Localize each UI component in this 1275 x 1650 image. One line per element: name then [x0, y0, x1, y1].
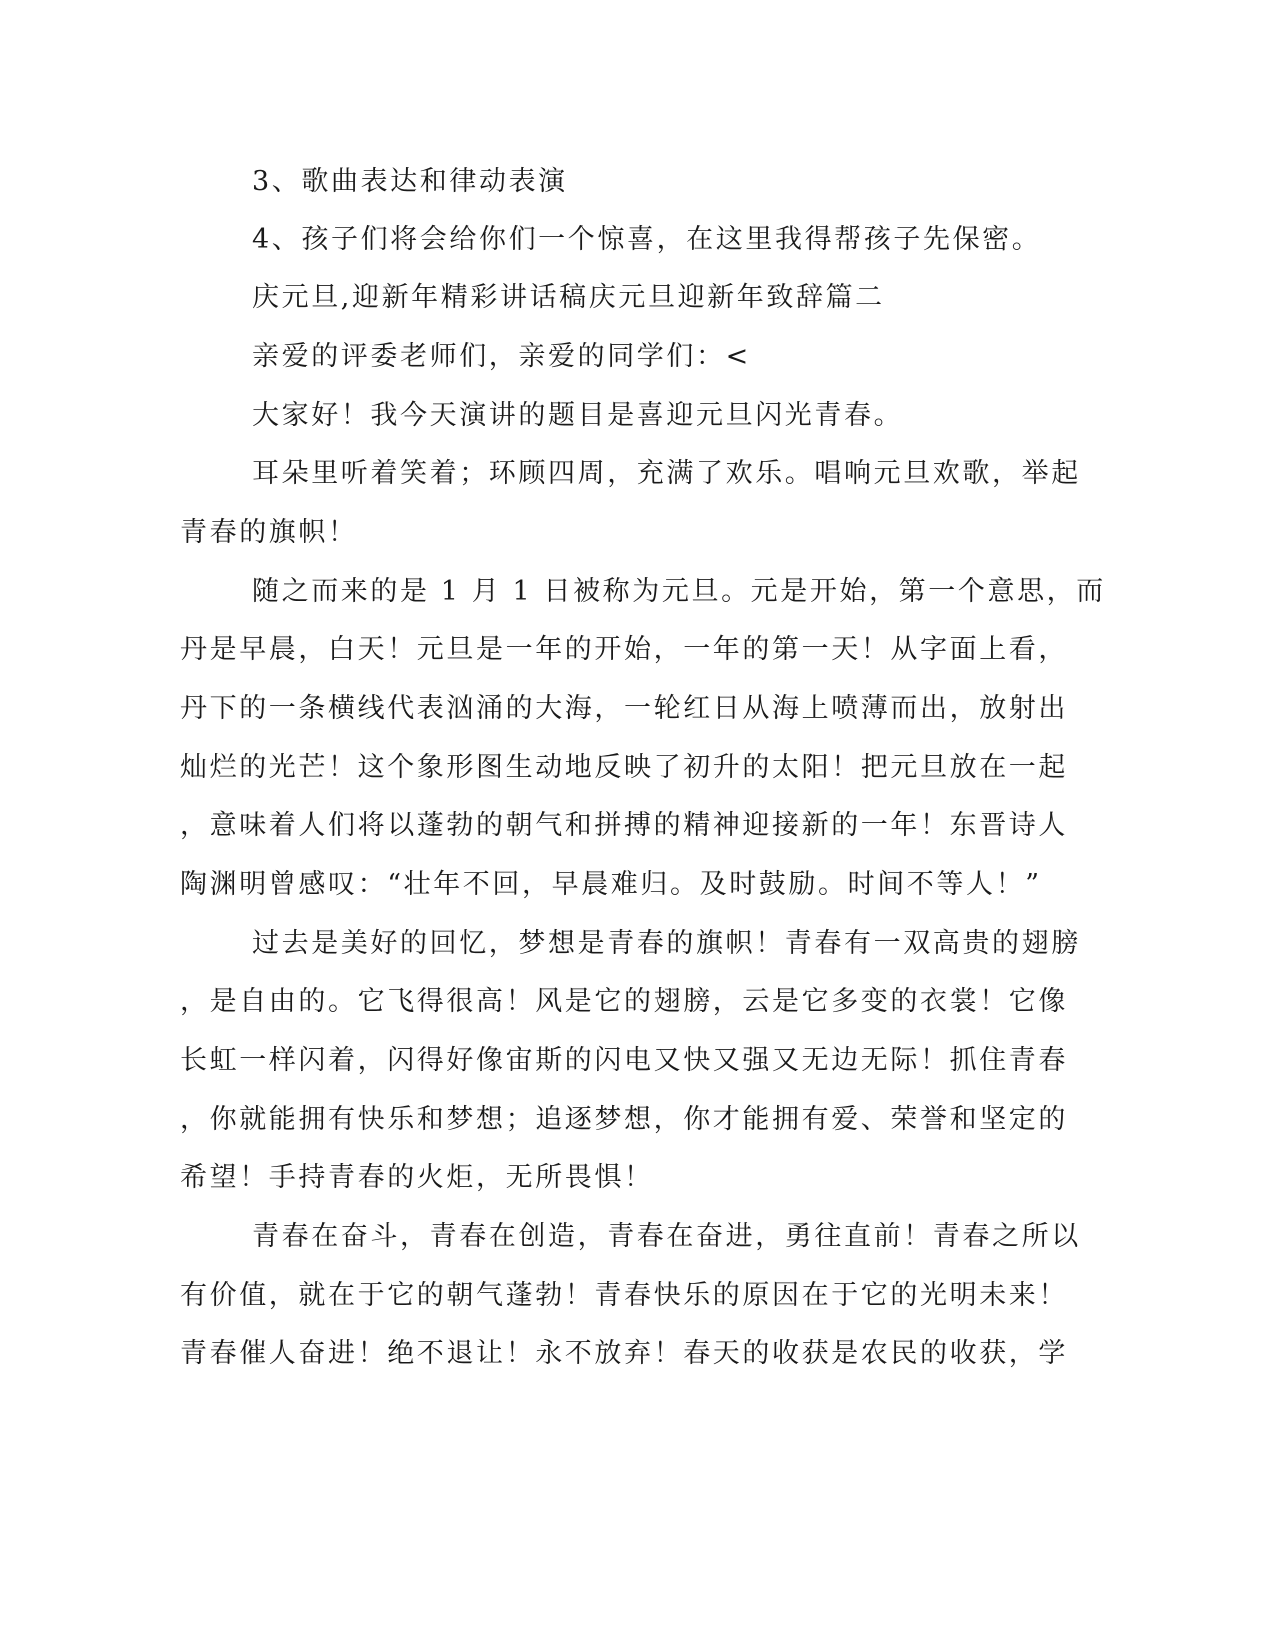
- salutation: 亲爱的评委老师们，亲爱的同学们：<: [252, 341, 751, 372]
- paragraph-line: 青春的旗帜！: [180, 517, 358, 548]
- paragraph-line: ，意味着人们将以蓬勃的朝气和拼搏的精神迎接新的一年！东晋诗人: [180, 810, 1068, 841]
- paragraph-line: 陶渊明曾感叹：“壮年不回，早晨难归。及时鼓励。时间不等人！”: [180, 869, 1042, 900]
- section-heading: 庆元旦,迎新年精彩讲话稿庆元旦迎新年致辞篇二: [252, 282, 885, 313]
- paragraph-line: 有价值，就在于它的朝气蓬勃！青春快乐的原因在于它的光明未来！: [180, 1280, 1068, 1311]
- paragraph-line: 随之而来的是 1 月 1 日被称为元旦。元是开始，第一个意思，而: [252, 576, 1106, 607]
- paragraph-line: ，是自由的。它飞得很高！风是它的翅膀，云是它多变的衣裳！它像: [180, 986, 1068, 1017]
- paragraph-line: 长虹一样闪着，闪得好像宙斯的闪电又快又强又无边无际！抓住青春: [180, 1045, 1068, 1076]
- paragraph-line: 耳朵里听着笑着；环顾四周，充满了欢乐。唱响元旦欢歌，举起: [252, 458, 1081, 489]
- list-item-3: 3、歌曲表达和律动表演: [252, 166, 568, 197]
- paragraph-line: 青春在奋斗，青春在创造，青春在奋进，勇往直前！青春之所以: [252, 1221, 1081, 1252]
- paragraph-line: 丹下的一条横线代表汹涌的大海，一轮红日从海上喷薄而出，放射出: [180, 693, 1068, 724]
- paragraph-line: 过去是美好的回忆，梦想是青春的旗帜！青春有一双高贵的翅膀: [252, 928, 1081, 959]
- paragraph-line: ，你就能拥有快乐和梦想；追逐梦想，你才能拥有爱、荣誉和坚定的: [180, 1104, 1068, 1135]
- paragraph-line: 希望！手持青春的火炬，无所畏惧！: [180, 1162, 654, 1193]
- paragraph-line: 青春催人奋进！绝不退让！永不放弃！春天的收获是农民的收获，学: [180, 1338, 1068, 1369]
- list-item-4: 4、孩子们将会给你们一个惊喜，在这里我得帮孩子先保密。: [252, 224, 1042, 255]
- greeting: 大家好！我今天演讲的题目是喜迎元旦闪光青春。: [252, 400, 904, 431]
- paragraph-line: 灿烂的光芒！这个象形图生动地反映了初升的太阳！把元旦放在一起: [180, 752, 1068, 783]
- paragraph-line: 丹是早晨，白天！元旦是一年的开始，一年的第一天！从字面上看，: [180, 634, 1068, 665]
